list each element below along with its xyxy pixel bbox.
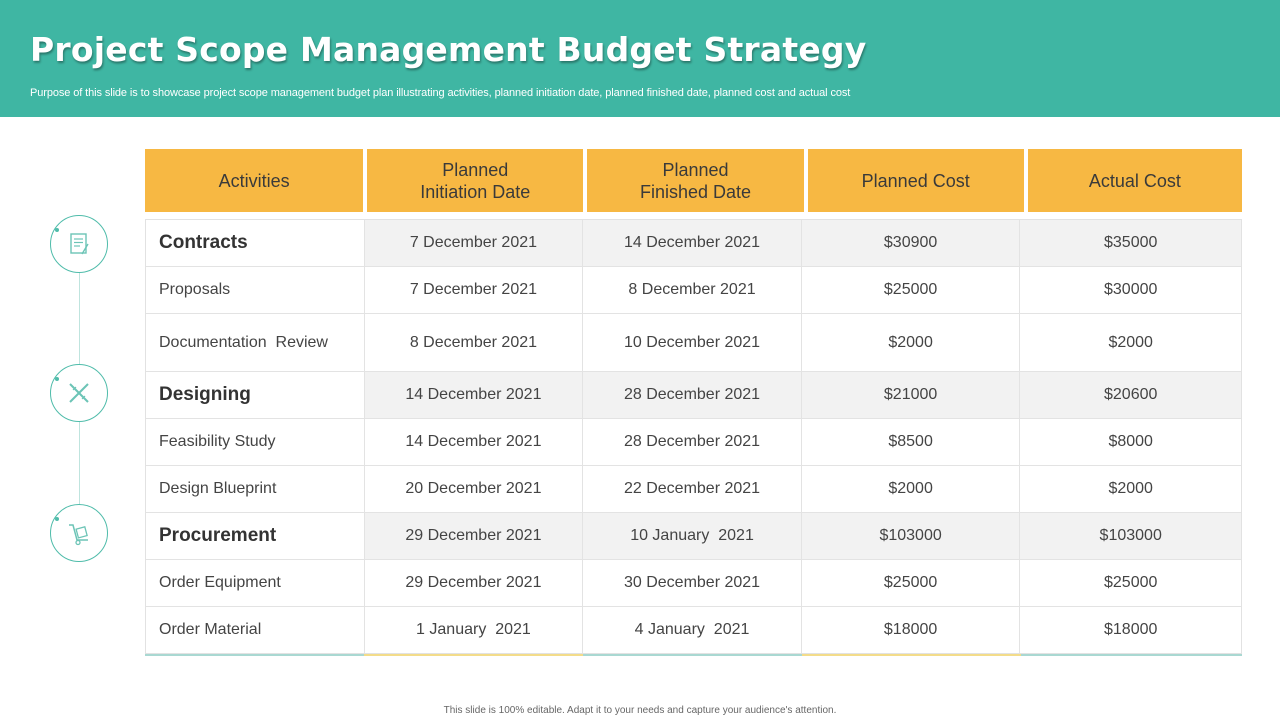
- activity-cell: Designing: [146, 372, 365, 418]
- table-row: [146, 419, 1241, 466]
- table-row: [146, 267, 1241, 314]
- th-planned-initiation-date: Planned Initiation Date: [367, 149, 583, 212]
- table-group-row: [146, 220, 1241, 267]
- accent-bar: [145, 654, 364, 656]
- actual-cost-cell: $18000: [1104, 621, 1158, 638]
- th-actual-cost: Actual Cost: [1028, 149, 1242, 212]
- finished-date-cell: 4 January 2021: [583, 607, 802, 653]
- actual-cost-cell: $8000: [1108, 433, 1153, 450]
- table-body: [145, 219, 1242, 654]
- actual-cost-cell: $25000: [1104, 574, 1158, 591]
- planned-cost-cell: $8500: [802, 419, 1021, 465]
- activity-cell: Order Equipment: [146, 560, 365, 606]
- table-group-row: [146, 513, 1241, 560]
- planned-cost-cell: $18000: [802, 607, 1021, 653]
- designing-icon-badge: [50, 364, 108, 422]
- finished-date-cell: 28 December 2021: [583, 419, 802, 465]
- planned-cost-cell: $25000: [802, 267, 1021, 313]
- actual-cost-cell: $30000: [1104, 281, 1158, 298]
- actual-cost-cell: $35000: [1020, 220, 1241, 266]
- table-bottom-accent: [145, 654, 1242, 656]
- badge-dot: [55, 517, 59, 521]
- finished-date-cell: 22 December 2021: [583, 466, 802, 512]
- initiation-date-cell: 29 December 2021: [365, 513, 584, 559]
- badge-dot: [55, 377, 59, 381]
- activity-cell: Documentation Review: [146, 314, 365, 371]
- initiation-date-cell: 7 December 2021: [365, 267, 584, 313]
- actual-cost-cell: $2000: [1108, 480, 1153, 497]
- th-planned-cost: Planned Cost: [808, 149, 1024, 212]
- footer-note: This slide is 100% editable. Adapt it to your needs and capture your audience's attention.: [443, 705, 837, 716]
- accent-bar: [802, 654, 1021, 656]
- accent-bar: [364, 654, 583, 656]
- actual-cost-cell: $2000: [1108, 333, 1153, 351]
- finished-date-cell: 10 December 2021: [583, 314, 802, 371]
- initiation-date-cell: 7 December 2021: [365, 220, 584, 266]
- activity-cell: Procurement: [146, 513, 365, 559]
- initiation-date-cell: 1 January 2021: [365, 607, 584, 653]
- table-header-row: [145, 149, 1242, 212]
- finished-date-cell: 28 December 2021: [583, 372, 802, 418]
- accent-bar: [1021, 654, 1242, 656]
- initiation-date-cell: 14 December 2021: [365, 372, 584, 418]
- page-subtitle: Purpose of this slide is to showcase project scope management budget plan illustrating activities, planned initiation date, planned finished date, planned cost and actual cost: [30, 87, 851, 99]
- actual-cost-cell: $20600: [1020, 372, 1241, 418]
- hand-truck-icon: [64, 518, 94, 548]
- planned-cost-cell: $2000: [802, 466, 1021, 512]
- initiation-date-cell: 29 December 2021: [365, 560, 584, 606]
- activity-cell: Proposals: [146, 267, 365, 313]
- document-icon: [65, 230, 93, 258]
- accent-bar: [583, 654, 802, 656]
- initiation-date-cell: 8 December 2021: [365, 314, 584, 371]
- planned-cost-cell: $2000: [802, 314, 1021, 371]
- th-planned-finished-date: Planned Finished Date: [587, 149, 803, 212]
- planned-cost-cell: $103000: [802, 513, 1021, 559]
- table-row: [146, 466, 1241, 513]
- initiation-date-cell: 14 December 2021: [365, 419, 584, 465]
- table-row: [146, 607, 1241, 653]
- pencil-ruler-icon: [64, 378, 94, 408]
- procurement-icon-badge: [50, 504, 108, 562]
- badge-dot: [55, 228, 59, 232]
- table-row: [146, 560, 1241, 607]
- header-band: [0, 0, 1280, 117]
- activity-cell: Order Material: [146, 607, 365, 653]
- finished-date-cell: 10 January 2021: [583, 513, 802, 559]
- activity-cell: Design Blueprint: [146, 466, 365, 512]
- th-activities: Activities: [145, 149, 363, 212]
- initiation-date-cell: 20 December 2021: [365, 466, 584, 512]
- activity-cell: Contracts: [146, 220, 365, 266]
- table-row: [146, 314, 1241, 372]
- page-title: Project Scope Management Budget Strategy: [30, 30, 867, 69]
- finished-date-cell: 14 December 2021: [583, 220, 802, 266]
- contracts-icon-badge: [50, 215, 108, 273]
- planned-cost-cell: $30900: [802, 220, 1021, 266]
- actual-cost-cell: $103000: [1020, 513, 1241, 559]
- table-group-row: [146, 372, 1241, 419]
- planned-cost-cell: $21000: [802, 372, 1021, 418]
- planned-cost-cell: $25000: [802, 560, 1021, 606]
- finished-date-cell: 8 December 2021: [583, 267, 802, 313]
- budget-table: [145, 149, 1242, 656]
- activity-cell: Feasibility Study: [146, 419, 365, 465]
- finished-date-cell: 30 December 2021: [583, 560, 802, 606]
